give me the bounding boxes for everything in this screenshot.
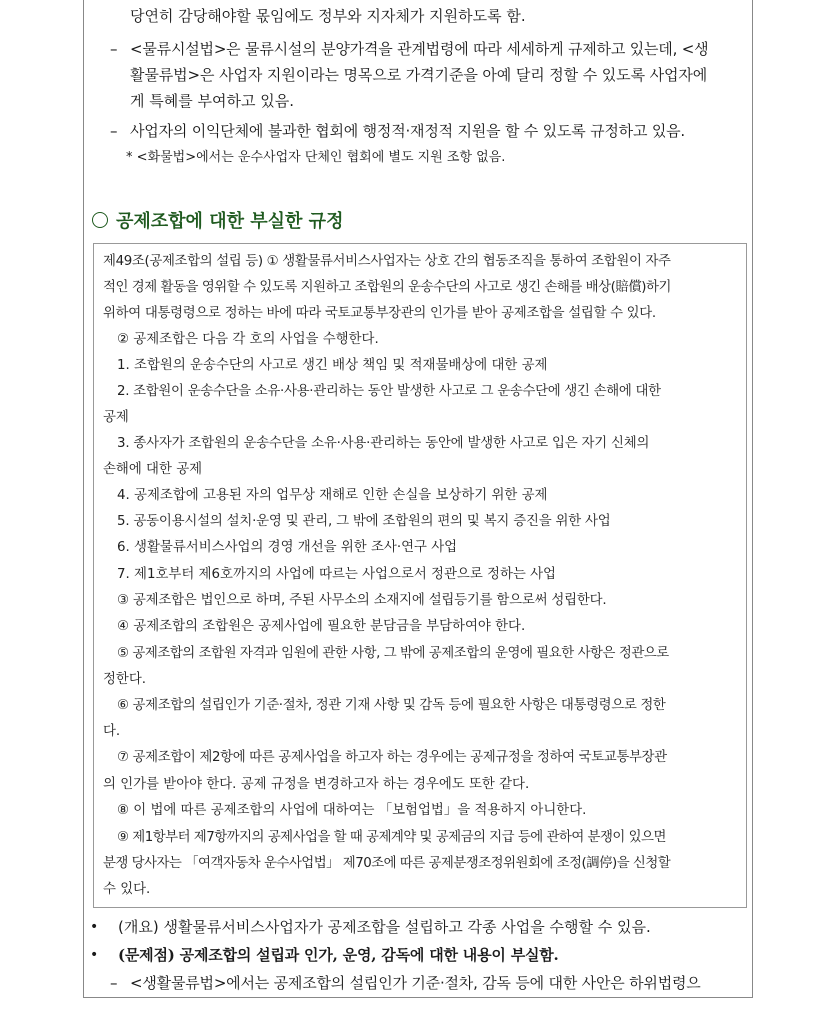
law-line: 6. 생활물류서비스사업의 경영 개선을 위한 조사·연구 사업 (117, 540, 458, 555)
circle-icon (92, 212, 108, 228)
law-line: 수 있다. (103, 882, 151, 897)
law-line: ⑧ 이 법에 따른 공제조합의 사업에 대하여는 「보험업법」을 적용하지 아니한다. (117, 803, 587, 818)
law-line: ④ 공제조합의 조합원은 공제사업에 필요한 분담금을 부담하여야 한다. (117, 619, 526, 634)
law-line: 위하여 대통령령으로 정하는 바에 따라 국토교통부장관의 인가를 받아 공제조합을 설립할 수 있다. (103, 306, 656, 321)
text-line: 사업자의 이익단체에 불과한 협회에 행정적·재정적 지원을 할 수 있도록 규정하고 있음. (130, 122, 685, 140)
law-line: 4. 공제조합에 고용된 자의 업무상 재해로 인한 손실을 보상하기 위한 공제 (117, 488, 548, 503)
law-line: ⑨ 제1항부터 제7항까지의 공제사업을 할 때 공제계약 및 공제금의 지급 등에 관하여 분쟁이 있으면 (117, 830, 666, 845)
law-line: 7. 제1호부터 제6호까지의 사업에 따르는 사업으로서 정관으로 정하는 사업 (117, 567, 556, 582)
law-line: 제49조(공제조합의 설립 등) ① 생활물류서비스사업자는 상호 간의 협동조직을 통하여 조합원이 자주 (103, 254, 671, 269)
bullet-marker: • (90, 919, 99, 935)
law-line: 공제 (103, 410, 129, 425)
text-line: 게 특혜를 부여하고 있음. (130, 92, 294, 110)
text-line: 당연히 감당해야할 몫임에도 정부와 지자체가 지원하도록 함. (130, 7, 526, 25)
dash-marker: – (110, 40, 118, 58)
law-line: 적인 경제 활동을 영위할 수 있도록 지원하고 조합원의 운송수단의 사고로 생긴 손해를 배상(賠償)하기 (103, 280, 672, 295)
text-line: <생활물류법>에서는 공제조합의 설립인가 기준·절차, 감독 등에 대한 사안은 하위법령으 (130, 974, 701, 992)
law-line: ⑥ 공제조합의 설립인가 기준·절차, 정관 기재 사항 및 감독 등에 필요한 사항은 대통령령으로 정한 (117, 698, 666, 713)
text-line: (개요) 생활물류서비스사업자가 공제조합을 설립하고 각종 사업을 수행할 수 있음. (118, 918, 651, 936)
text-line: <물류시설법>은 물류시설의 분양가격을 관계법령에 따라 세세하게 규제하고 있는데, <생 (130, 40, 709, 58)
law-line: 3. 종사자가 조합원의 운송수단을 소유·사용·관리하는 동안에 발생한 사고로 입은 자기 신체의 (117, 436, 650, 451)
law-line: 분쟁 당사자는 「여객자동차 운수사업법」 제70조에 따른 공제분쟁조정위원회에 조정(調停)을 신청할 (103, 856, 671, 871)
dash-marker: – (110, 122, 118, 140)
law-line: ⑦ 공제조합이 제2항에 따른 공제사업을 하고자 하는 경우에는 공제규정을 정하여 국토교통부장관 (117, 750, 667, 765)
law-line: ③ 공제조합은 법인으로 하며, 주된 사무소의 소재지에 설립등기를 함으로써 성립한다. (117, 593, 607, 608)
law-line: ② 공제조합은 다음 각 호의 사업을 수행한다. (117, 332, 379, 347)
law-line: 의 인가를 받아야 한다. 공제 규정을 변경하고자 하는 경우에도 또한 같다. (103, 777, 530, 792)
footnote: * <화물법>에서는 운수사업자 단체인 협회에 별도 지원 조항 없음. (126, 150, 506, 165)
law-line: 5. 공동이용시설의 설치·운영 및 관리, 그 밖에 조합원의 편의 및 복지 증진을 위한 사업 (117, 514, 611, 529)
law-line: 1. 조합원의 운송수단의 사고로 생긴 배상 책임 및 적재물배상에 대한 공제 (117, 358, 548, 373)
law-line: 다. (103, 724, 121, 739)
text-line-bold: (문제점) 공제조합의 설립과 인가, 운영, 감독에 대한 내용이 부실함. (118, 946, 559, 964)
section-heading (92, 207, 343, 233)
dash-marker: – (110, 974, 118, 992)
bullet-marker: • (90, 947, 99, 963)
law-line: 정한다. (103, 672, 147, 687)
law-line: 손해에 대한 공제 (103, 462, 203, 477)
law-line: 2. 조합원이 운송수단을 소유·사용·관리하는 동안 발생한 사고로 그 운송수단에 생긴 손해에 대한 (117, 384, 661, 399)
law-line: ⑤ 공제조합의 조합원 자격과 임원에 관한 사항, 그 밖에 공제조합의 운영에 필요한 사항은 정관으로 (117, 646, 669, 661)
section-heading-text: 공제조합에 대한 부실한 규정 (116, 211, 344, 232)
text-line: 활물류법>은 사업자 지원이라는 명목으로 가격기준을 아예 달리 정할 수 있도록 사업자에 (130, 66, 708, 84)
